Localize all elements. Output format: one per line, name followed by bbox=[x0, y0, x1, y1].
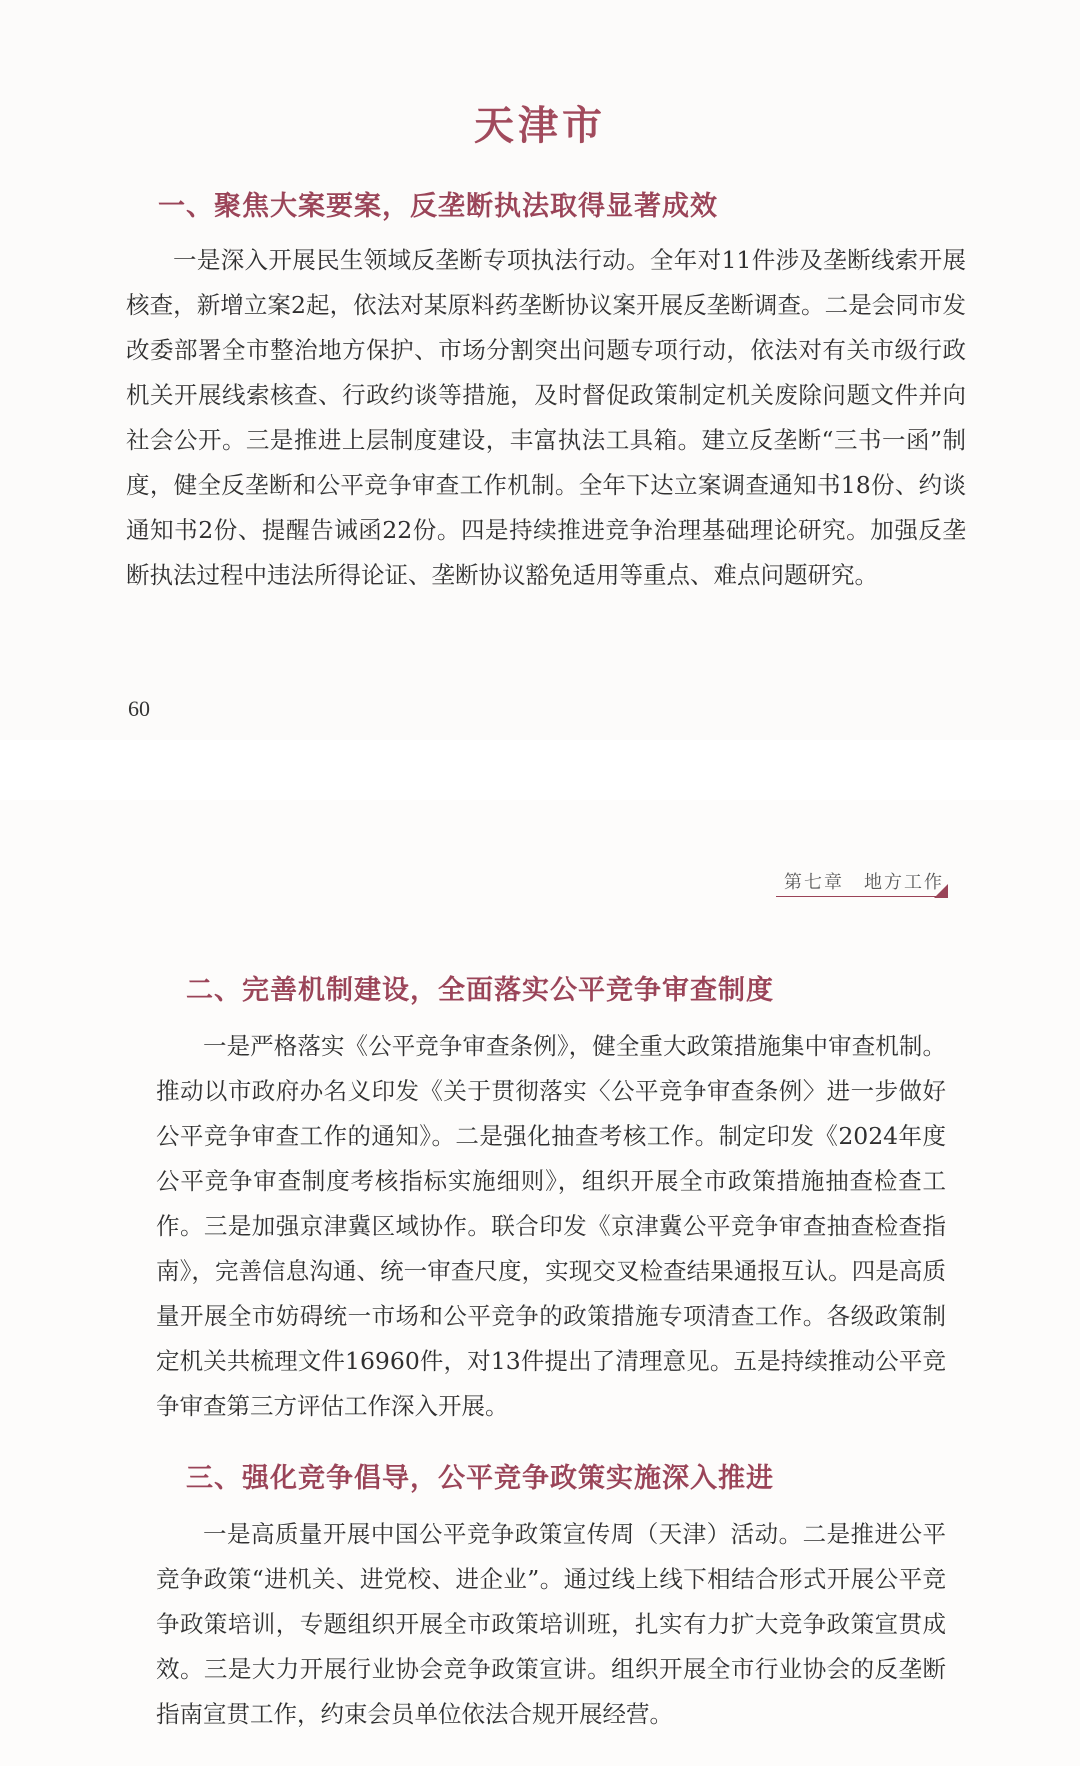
chapter-header-rule bbox=[776, 896, 936, 897]
section-3-heading: 三、强化竞争倡导，公平竞争政策实施深入推进 bbox=[186, 1463, 774, 1494]
section-1-body: 一是深入开展民生领域反垄断专项执法行动。全年对11件涉及垄断线索开展核查，新增立案2起，依法对某原料药垄断协议案开展反垄断调查。二是会同市发改委部署全市整治地方保护、市场分割突出问题专项行动，依法对有关市级行政机关开展线索核查、行政约谈等措施，及时督促政策制定机关废除问题文件并向社会公开。三是推进上层制度建设，丰富执法工具箱。建立反垄断“三书一函”制度，健全反垄断和公平竞争审查工作机制。全年下达立案调查通知书18份、约谈通知书2份、提醒告诫函22份。四是持续推进竞争治理基础理论研究。加强反垄断执法过程中违法所得论证、垄断协议豁免适用等重点、难点问题研究。 bbox=[126, 246, 966, 589]
page-60 bbox=[0, 0, 1080, 740]
page-title: 天津市 bbox=[474, 102, 606, 149]
page-number: 60 bbox=[128, 696, 150, 721]
chapter-header: 第七章 地方工作 bbox=[784, 872, 944, 893]
page-separator bbox=[0, 740, 1080, 800]
section-1-heading: 一、聚焦大案要案，反垄断执法取得显著成效 bbox=[158, 191, 718, 222]
section-2-heading: 二、完善机制建设，全面落实公平竞争审查制度 bbox=[186, 975, 774, 1006]
corner-triangle-icon bbox=[934, 884, 948, 898]
section-3-body: 一是高质量开展中国公平竞争政策宣传周（天津）活动。二是推进公平竞争政策“进机关、进党校、进企业”。通过线上线下相结合形式开展公平竞争政策培训，专题组织开展全市政策培训班，扎实有力扩大竞争政策宣贯成效。三是大力开展行业协会竞争政策宣讲。组织开展全市行业协会的反垄断指南宣贯工作，约束会员单位依法合规开展经营。 bbox=[156, 1520, 946, 1728]
section-2-body: 一是严格落实《公平竞争审查条例》，健全重大政策措施集中审查机制。推动以市政府办名义印发《关于贯彻落实〈公平竞争审查条例〉进一步做好公平竞争审查工作的通知》。二是强化抽查考核工作。制定印发《2024年度公平竞争审查制度考核指标实施细则》，组织开展全市政策措施抽查检查工作。三是加强京津冀区域协作。联合印发《京津冀公平竞争审查抽查检查指南》，完善信息沟通、统一审查尺度，实现交叉检查结果通报互认。四是高质量开展全市妨碍统一市场和公平竞争的政策措施专项清查工作。各级政策制定机关共梳理文件16960件，对13件提出了清理意见。五是持续推动公平竞争审查第三方评估工作深入开展。 bbox=[156, 1032, 946, 1420]
